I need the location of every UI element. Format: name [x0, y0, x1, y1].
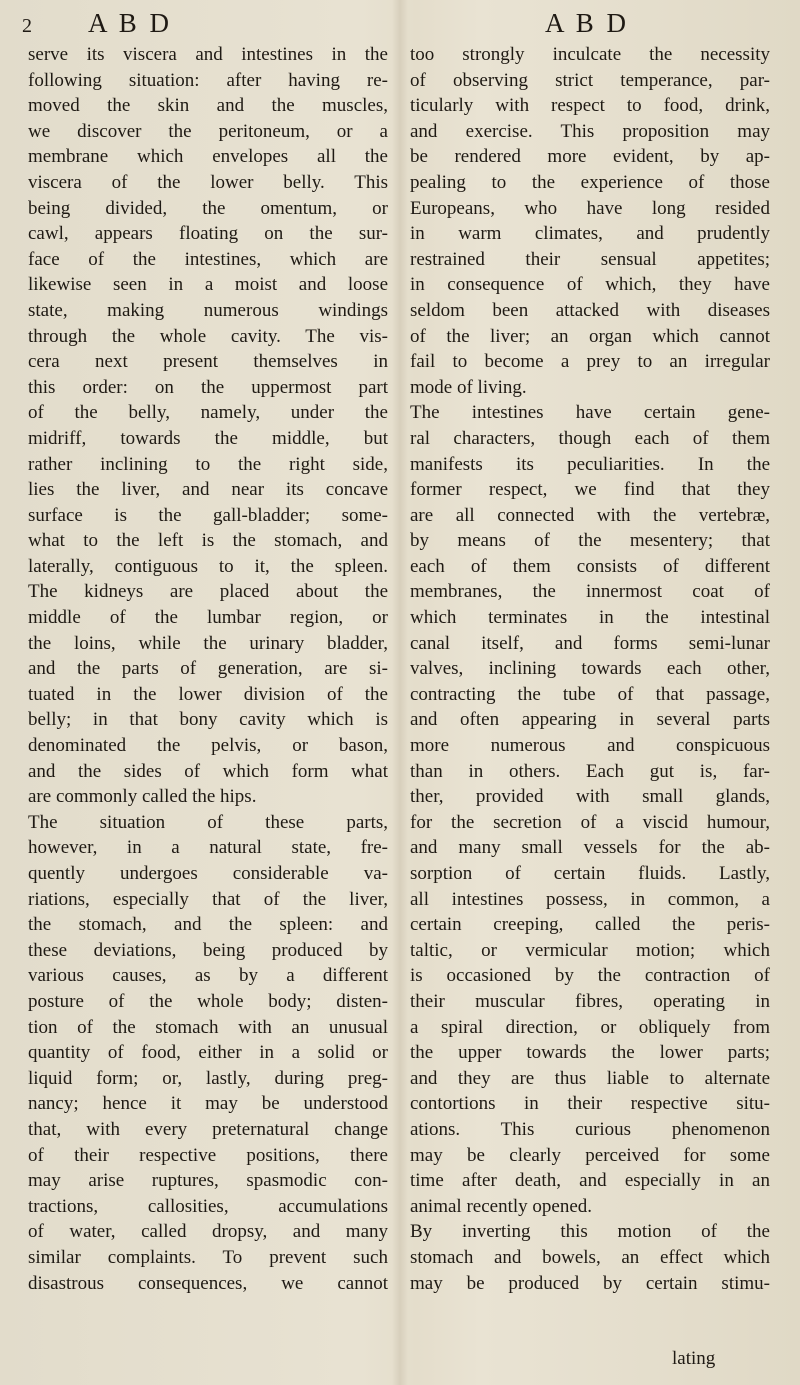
- text-line: are commonly called the hips.: [28, 786, 257, 808]
- text-line: sorption of certain fluids. Lastly,: [410, 863, 770, 884]
- text-line: more numerous and conspicuous: [410, 735, 770, 757]
- text-line: ral characters, though each of them: [410, 427, 770, 449]
- text-line: tuated in the lower division of the: [28, 683, 388, 705]
- text-line: belly; in that bony cavity which is: [28, 709, 388, 731]
- text-line: following situation: after having re-: [28, 69, 388, 91]
- text-line: of the belly, namely, under the: [28, 402, 388, 424]
- running-head-left: [22, 8, 172, 39]
- text-line: valves, inclining towards each other,: [410, 658, 770, 680]
- text-line: all intestines possess, in common, a: [410, 888, 770, 910]
- text-line: Europeans, who have long resided: [410, 197, 770, 219]
- text-line: the loins, while the urinary bladder,: [28, 632, 388, 654]
- text-line: laterally, contiguous to it, the spleen.: [28, 555, 388, 577]
- text-line: former respect, we find that they: [410, 479, 770, 501]
- text-line: surface is the gall-bladder; some-: [28, 504, 388, 526]
- text-line: tion of the stomach with an unusual: [28, 1016, 388, 1038]
- text-line: certain creeping, called the peris-: [410, 914, 770, 936]
- text-line: being divided, the omentum, or: [28, 197, 388, 219]
- text-line: that, with every preternatural change: [28, 1118, 388, 1140]
- text-line: posture of the whole body; disten-: [28, 990, 388, 1012]
- text-line: these deviations, being produced by: [28, 939, 388, 961]
- text-line: through the whole cavity. The vis-: [28, 325, 388, 347]
- text-line: canal itself, and forms semi-lunar: [410, 632, 770, 654]
- text-line: moved the skin and the muscles,: [28, 95, 388, 117]
- right-text-column: [410, 42, 770, 1296]
- text-line: contracting the tube of that passage,: [410, 683, 770, 705]
- text-line: time after death, and especially in an: [410, 1170, 770, 1192]
- text-line: however, in a natural state, fre-: [28, 837, 388, 859]
- text-line: by means of the mesentery; that: [410, 530, 770, 552]
- text-line: are all connected with the vertebræ,: [410, 504, 770, 526]
- text-line: mode of living.: [410, 376, 527, 398]
- text-line: middle of the lumbar region, or: [28, 607, 388, 629]
- left-text-column: [28, 42, 388, 1296]
- text-line: and often appearing in several parts: [410, 709, 770, 731]
- running-head-left-title: A B D: [88, 8, 173, 38]
- text-line: face of the intestines, which are: [28, 248, 388, 270]
- text-line: state, making numerous windings: [28, 299, 388, 321]
- text-line: stomach and bowels, an effect which: [410, 1246, 770, 1268]
- page-gutter-shadow: [392, 0, 408, 1385]
- text-line: and exercise. This proposition may: [410, 120, 770, 142]
- text-line: what to the left is the stomach, and: [28, 530, 388, 552]
- text-line: a spiral direction, or obliquely from: [410, 1016, 770, 1038]
- text-line: each of them consists of different: [410, 555, 770, 577]
- text-line: membranes, the innermost coat of: [410, 581, 770, 603]
- text-line: tractions, callosities, accumulations: [28, 1195, 388, 1217]
- text-line: quently undergoes considerable va-: [28, 863, 388, 884]
- text-line: viscera of the lower belly. This: [28, 171, 388, 193]
- text-line: midriff, towards the middle, but: [28, 427, 388, 449]
- text-line: their muscular fibres, operating in: [410, 990, 770, 1012]
- text-line: lies the liver, and near its concave: [28, 479, 388, 501]
- text-line: of their respective positions, there: [28, 1144, 388, 1166]
- text-line: denominated the pelvis, or bason,: [28, 735, 388, 757]
- text-line: is occasioned by the contraction of: [410, 965, 770, 987]
- text-line: restrained their sensual appetites;: [410, 248, 770, 270]
- text-line: which terminates in the intestinal: [410, 607, 770, 629]
- text-line: may be clearly perceived for some: [410, 1144, 770, 1166]
- text-line: this order: on the uppermost part: [28, 376, 388, 398]
- text-line: The intestines have certain gene-: [410, 402, 770, 424]
- text-line: liquid form; or, lastly, during preg-: [28, 1067, 388, 1089]
- text-line: too strongly inculcate the necessity: [410, 44, 770, 65]
- text-line: disastrous consequences, we cannot: [28, 1272, 388, 1294]
- text-line: than in others. Each gut is, far-: [410, 760, 770, 782]
- text-line: taltic, or vermicular motion; which: [410, 939, 770, 961]
- text-line: of observing strict temperance, par-: [410, 69, 770, 91]
- text-line: may be produced by certain stimu-: [410, 1272, 770, 1294]
- text-line: animal recently opened.: [410, 1195, 593, 1217]
- text-line: fail to become a prey to an irregular: [410, 351, 770, 373]
- text-line: membrane which envelopes all the: [28, 146, 388, 168]
- text-line: ations. This curious phenomenon: [410, 1118, 770, 1140]
- text-line: manifests its peculiarities. In the: [410, 453, 770, 475]
- text-line: and the parts of generation, are si-: [28, 658, 388, 680]
- text-line: contortions in their respective situ-: [410, 1093, 770, 1115]
- text-line: quantity of food, either in a solid or: [28, 1042, 388, 1064]
- catchword: lating: [672, 1348, 716, 1369]
- text-line: in warm climates, and prudently: [410, 223, 770, 245]
- text-line: cawl, appears floating on the sur-: [28, 223, 388, 245]
- text-line: serve its viscera and intestines in the: [28, 44, 388, 65]
- text-line: in consequence of which, they have: [410, 274, 770, 296]
- text-line: we discover the peritoneum, or a: [28, 120, 388, 142]
- text-line: ticularly with respect to food, drink,: [410, 95, 770, 117]
- text-line: for the secretion of a viscid humour,: [410, 811, 770, 833]
- text-line: seldom been attacked with diseases: [410, 299, 770, 321]
- text-line: various causes, as by a different: [28, 965, 388, 987]
- page-number: 2: [22, 15, 32, 37]
- text-line: of the liver; an organ which cannot: [410, 325, 770, 347]
- text-line: and many small vessels for the ab-: [410, 837, 770, 859]
- text-line: and the sides of which form what: [28, 760, 388, 782]
- text-line: similar complaints. To prevent such: [28, 1246, 388, 1268]
- text-line: cera next present themselves in: [28, 351, 388, 373]
- text-line: the stomach, and the spleen: and: [28, 914, 388, 936]
- text-line: ther, provided with small glands,: [410, 786, 770, 808]
- text-line: nancy; hence it may be understood: [28, 1093, 388, 1115]
- text-line: and they are thus liable to alternate: [410, 1067, 770, 1089]
- running-head-right: A B D: [545, 8, 630, 38]
- text-line: the upper towards the lower parts;: [410, 1042, 770, 1064]
- text-line: be rendered more evident, by ap-: [410, 146, 770, 168]
- text-line: By inverting this motion of the: [410, 1221, 770, 1243]
- text-line: rather inclining to the right side,: [28, 453, 388, 475]
- text-line: The kidneys are placed about the: [28, 581, 388, 603]
- text-line: likewise seen in a moist and loose: [28, 274, 388, 296]
- text-line: pealing to the experience of those: [410, 171, 770, 193]
- text-line: may arise ruptures, spasmodic con-: [28, 1170, 388, 1192]
- text-line: The situation of these parts,: [28, 811, 388, 833]
- text-line: of water, called dropsy, and many: [28, 1221, 388, 1243]
- text-line: riations, especially that of the liver,: [28, 888, 388, 910]
